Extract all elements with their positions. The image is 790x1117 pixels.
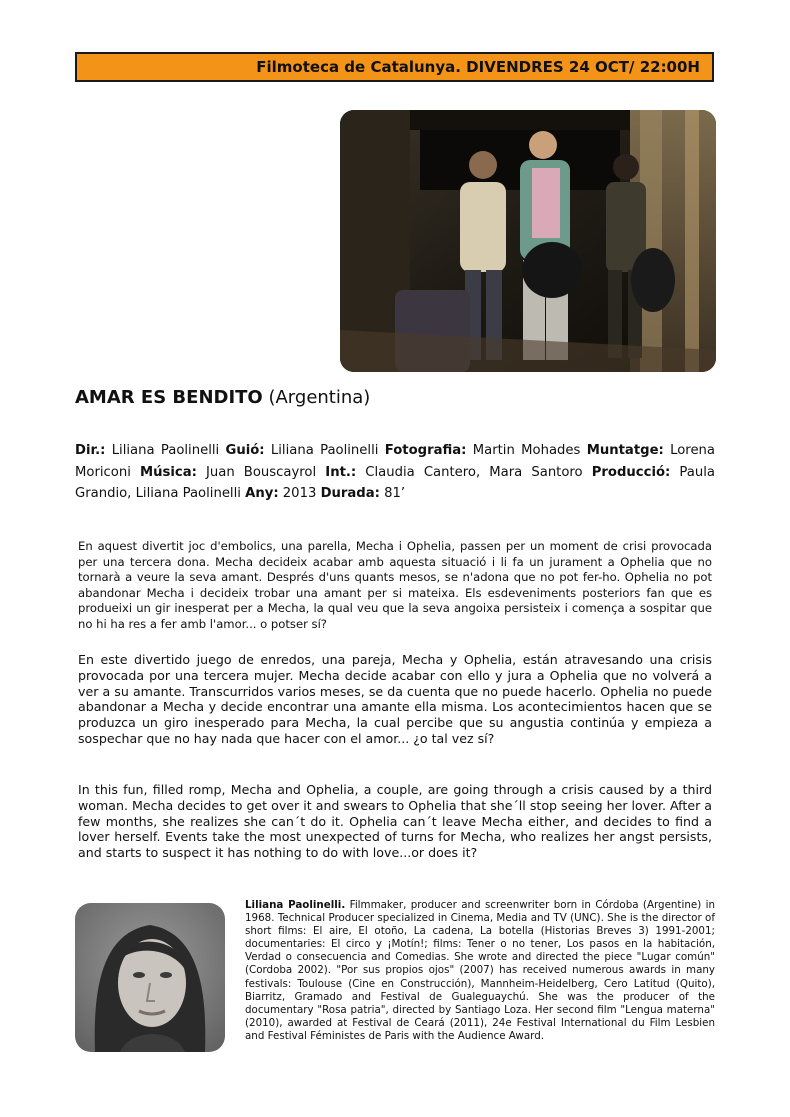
credit-label-int: Int.: [325, 464, 357, 480]
credit-label-prod: Producció: [591, 464, 671, 480]
film-credits [75, 440, 715, 505]
director-bio-text: Filmmaker, producer and screenwriter born in Córdoba (Argentine) in 1968. Technical Producer specialized in Cinema, Media and TV (UNC). She is the director of short films: El aire, El otoño, La cadena, La botella (Historias Breves 3) 1991-2001; documentaries: El circo y ¡Motín!; films: Tener o no tener, Los pasos en la habitación, Verdad o consecuencia and Comedias. She wrote and directed the piece "Lugar común" (Cordoba 2002). "Por sus propios ojos" (2007) has received numerous awards in many festivals: Toulouse (Cine en Construcción), Mannheim-Heidelberg, Cero Latitud (Quito), Biarritz, Gramado and Festival de Gualeguaychú. She was the producer of the documentary "Rosa patria", directed by Santiago Loza. Her second film "Lengua materna" (2010), awarded at Festival de Ceará (2011), 24e Festival International du Film Lesbien and Festival Féministes de Paris with the Audience Award. [245, 899, 715, 1042]
credit-label-durada: Durada: [320, 486, 380, 501]
screening-header-text: Filmoteca de Catalunya. DIVENDRES 24 OCT/ 22:00H [256, 58, 700, 76]
synopsis-spanish: En este divertido juego de enredos, una pareja, Mecha y Ophelia, están atravesando una crisis provocada por una tercera mujer. Mecha decide acabar con ello y jura a Ophelia que no volverá a ver a su amante. Transcurridos varios meses, se da cuenta que no puede hacerlo. Ophelia no puede abandonar a Mecha y decide encontrar una amante ella misma. Los acontecimientos hacen que se produzca un giro inesperado para Mecha, la cual percibe que su angustia continúa y empieza a sospechar que no hay nada que hacer con el amor... ¿o tal vez sí? [78, 652, 712, 746]
credit-value-durada: 81’ [384, 486, 406, 501]
credit-value-musica: Juan Bouscayrol [206, 464, 317, 480]
synopsis-catalan: En aquest divertit joc d'embolics, una parella, Mecha i Ophelia, passen per un moment de crisi provocada per una tercera dona. Mecha decideix acabar amb aquesta situació i li fa un jurament a Ophelia que no tornarà a veure la seva amant. Després d'uns quants mesos, se n'adona que no pot fer-ho. Ophelia no pot abandonar Mecha i decideix trobar una amant per si mateixa. Els esdeveniments posteriors fan que es produeixi un gir inesperat per a Mecha, la qual veu que la seva angoixa persisteix i comença a sospitar que no hi ha res a fer amb l'amor... o potser sí? [78, 539, 712, 631]
credit-label-munt: Muntatge: [586, 443, 664, 458]
credit-label-musica: Música: [140, 464, 197, 480]
film-country: (Argentina) [268, 387, 371, 408]
director-bio-name: Liliana Paolinelli. [245, 899, 346, 911]
credit-value-guio: Liliana Paolinelli [270, 443, 379, 458]
credit-label-guio: Guió: [225, 443, 265, 458]
screening-header [75, 52, 714, 82]
credit-value-prod: Paula Grandio, Liliana Paolinelli [75, 464, 715, 501]
credit-label-any: Any: [245, 486, 279, 501]
synopsis-english: In this fun, filled romp, Mecha and Ophelia, a couple, are going through a crisis caused by a third woman. Mecha decides to get over it and swears to Ophelia that she´ll stop seeing her lover. After a few months, she realizes she can´t do it. Ophelia can´t leave Mecha either, and decides to find a lover herself. Events take the most unexpected of turns for Mecha, who realizes her angst persists, and starts to suspect it has nothing to do with love...or does it? [78, 782, 712, 861]
credit-value-munt: Lorena Moriconi [75, 443, 715, 480]
credit-value-foto: Martin Mohades [472, 443, 581, 458]
credit-label-dir: Dir.: [75, 443, 106, 458]
director-portrait [75, 903, 225, 1052]
film-title [75, 387, 370, 408]
credit-value-dir: Liliana Paolinelli [111, 443, 220, 458]
credit-label-foto: Fotografia: [384, 443, 467, 458]
film-still-image [340, 110, 716, 372]
director-bio [245, 899, 715, 1043]
credit-value-int: Claudia Cantero, Mara Santoro [365, 464, 583, 480]
film-title-text: AMAR ES BENDITO [75, 387, 263, 408]
credit-value-any: 2013 [282, 486, 317, 501]
